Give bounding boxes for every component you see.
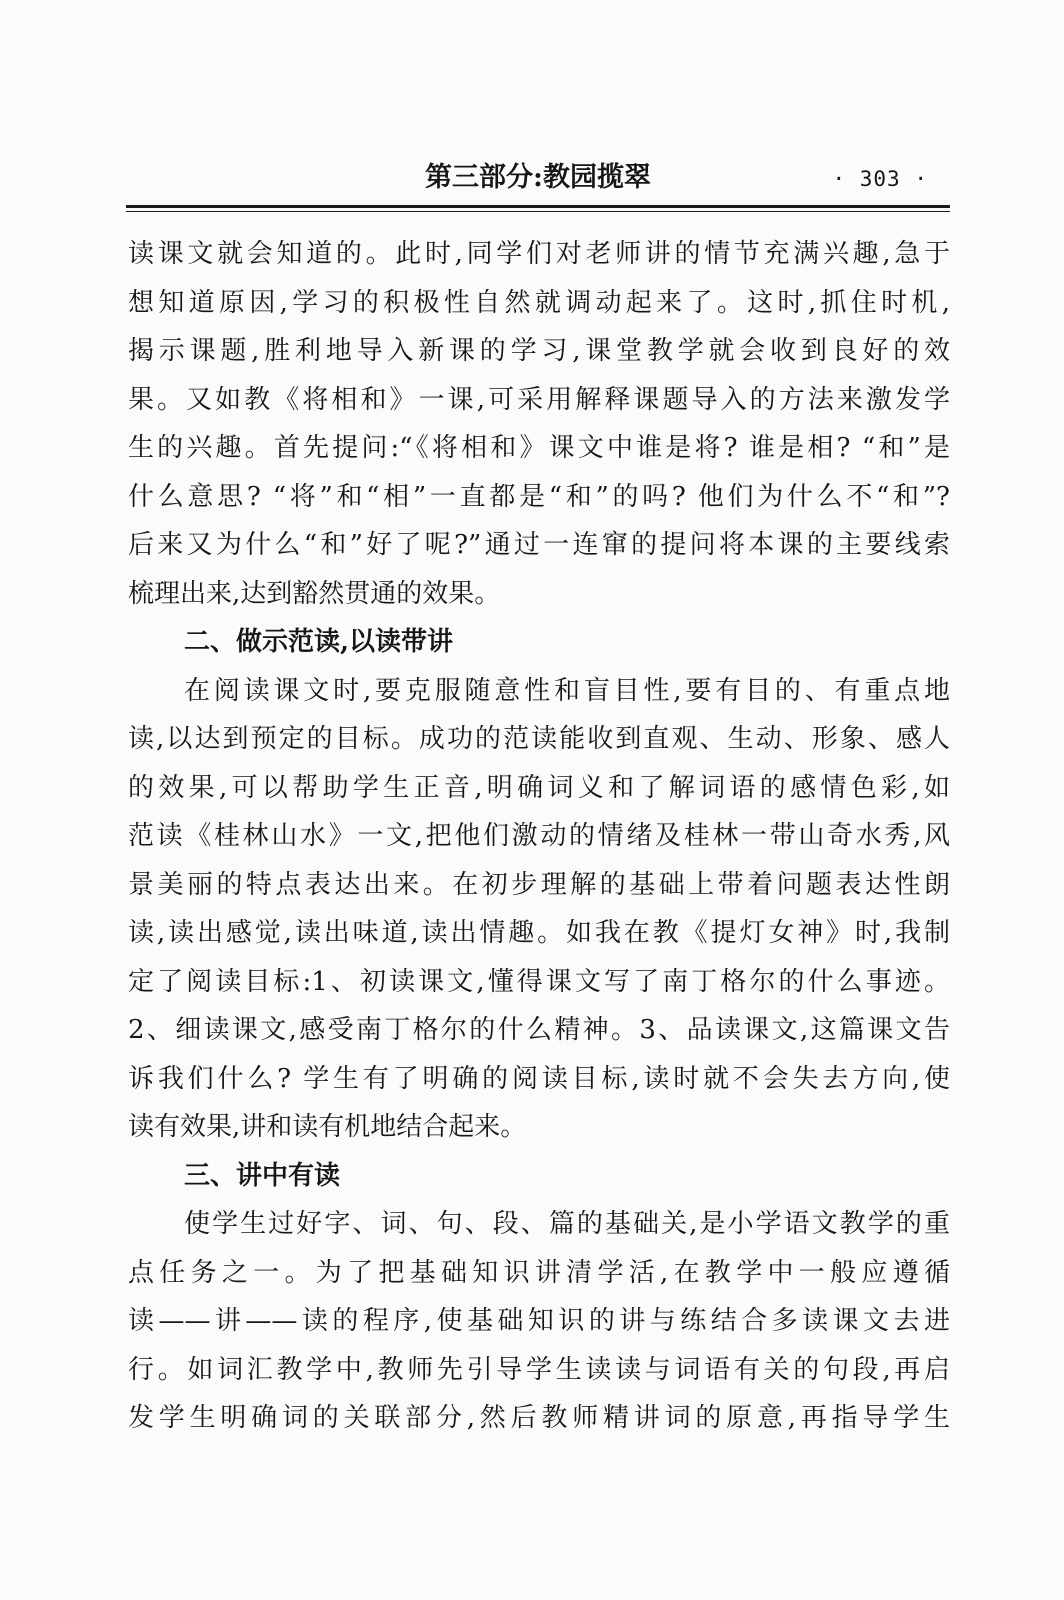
text-line: 景美丽的特点表达出来。在初步理解的基础上带着问题表达性朗 xyxy=(128,869,950,900)
text-line: 什么意思? “将”和“相”一直都是“和”的吗? 他们为什么不“和”? xyxy=(128,481,950,512)
header-rule-thin xyxy=(126,211,950,212)
text-line: 定了阅读目标:1、初读课文,懂得课文写了南丁格尔的什么事迹。 xyxy=(128,966,950,997)
text-line: 点任务之一。为了把基础知识讲清学活,在教学中一般应遵循 xyxy=(128,1257,950,1288)
text-line: 使学生过好字、词、句、段、篇的基础关,是小学语文教学的重 xyxy=(184,1209,950,1239)
text-line: 读有效果,讲和读有机地结合起来。 xyxy=(128,1112,527,1142)
text-line: 果。又如教《将相和》一课,可采用解释课题导入的方法来激发学 xyxy=(128,384,950,415)
running-title: 第三部分:教园揽翠 xyxy=(425,162,651,193)
page-number: · 303 · xyxy=(832,167,928,191)
text-line: 在阅读课文时,要克服随意性和盲目性,要有目的、有重点地 xyxy=(184,675,950,706)
text-line: 诉我们什么? 学生有了明确的阅读目标,读时就不会失去方向,使 xyxy=(128,1063,950,1094)
text-line: 后来又为什么“和”好了呢?”通过一连窜的提问将本课的主要线索 xyxy=(128,530,950,560)
text-line: 2、细读课文,感受南丁格尔的什么精神。3、品读课文,这篇课文告 xyxy=(128,1015,950,1045)
text-line: 发学生明确词的关联部分,然后教师精讲词的原意,再指导学生 xyxy=(128,1403,950,1433)
text-line: 梳理出来,达到豁然贯通的效果。 xyxy=(128,578,501,609)
text-line: 想知道原因,学习的积极性自然就调动起来了。这时,抓住时机, xyxy=(128,287,950,318)
body-text xyxy=(128,230,950,1443)
text-line: 读,读出感觉,读出味道,读出情趣。如我在教《提灯女神》时,我制 xyxy=(128,918,950,948)
text-line: 生的兴趣。首先提问:“《将相和》课文中谁是将? 谁是相? “和”是 xyxy=(128,433,950,463)
page-header xyxy=(126,160,950,200)
section-heading: 二、做示范读,以读带讲 xyxy=(184,627,454,657)
text-line: 行。如词汇教学中,教师先引导学生读读与词语有关的句段,再启 xyxy=(128,1354,950,1385)
text-line: 的效果,可以帮助学生正音,明确词义和了解词语的感情色彩,如 xyxy=(128,772,950,803)
text-line: 读——讲——读的程序,使基础知识的讲与练结合多读课文去进 xyxy=(128,1306,950,1336)
text-line: 读,以达到预定的目标。成功的范读能收到直观、生动、形象、感人 xyxy=(128,724,950,754)
section-heading: 三、讲中有读 xyxy=(184,1160,341,1191)
text-line: 读课文就会知道的。此时,同学们对老师讲的情节充满兴趣,急于 xyxy=(128,239,950,269)
text-line: 范读《桂林山水》一文,把他们激动的情绪及桂林一带山奇水秀,风 xyxy=(128,821,950,851)
header-rule-thick xyxy=(126,205,950,208)
text-line: 揭示课题,胜利地导入新课的学习,课堂教学就会收到良好的效 xyxy=(128,336,950,366)
